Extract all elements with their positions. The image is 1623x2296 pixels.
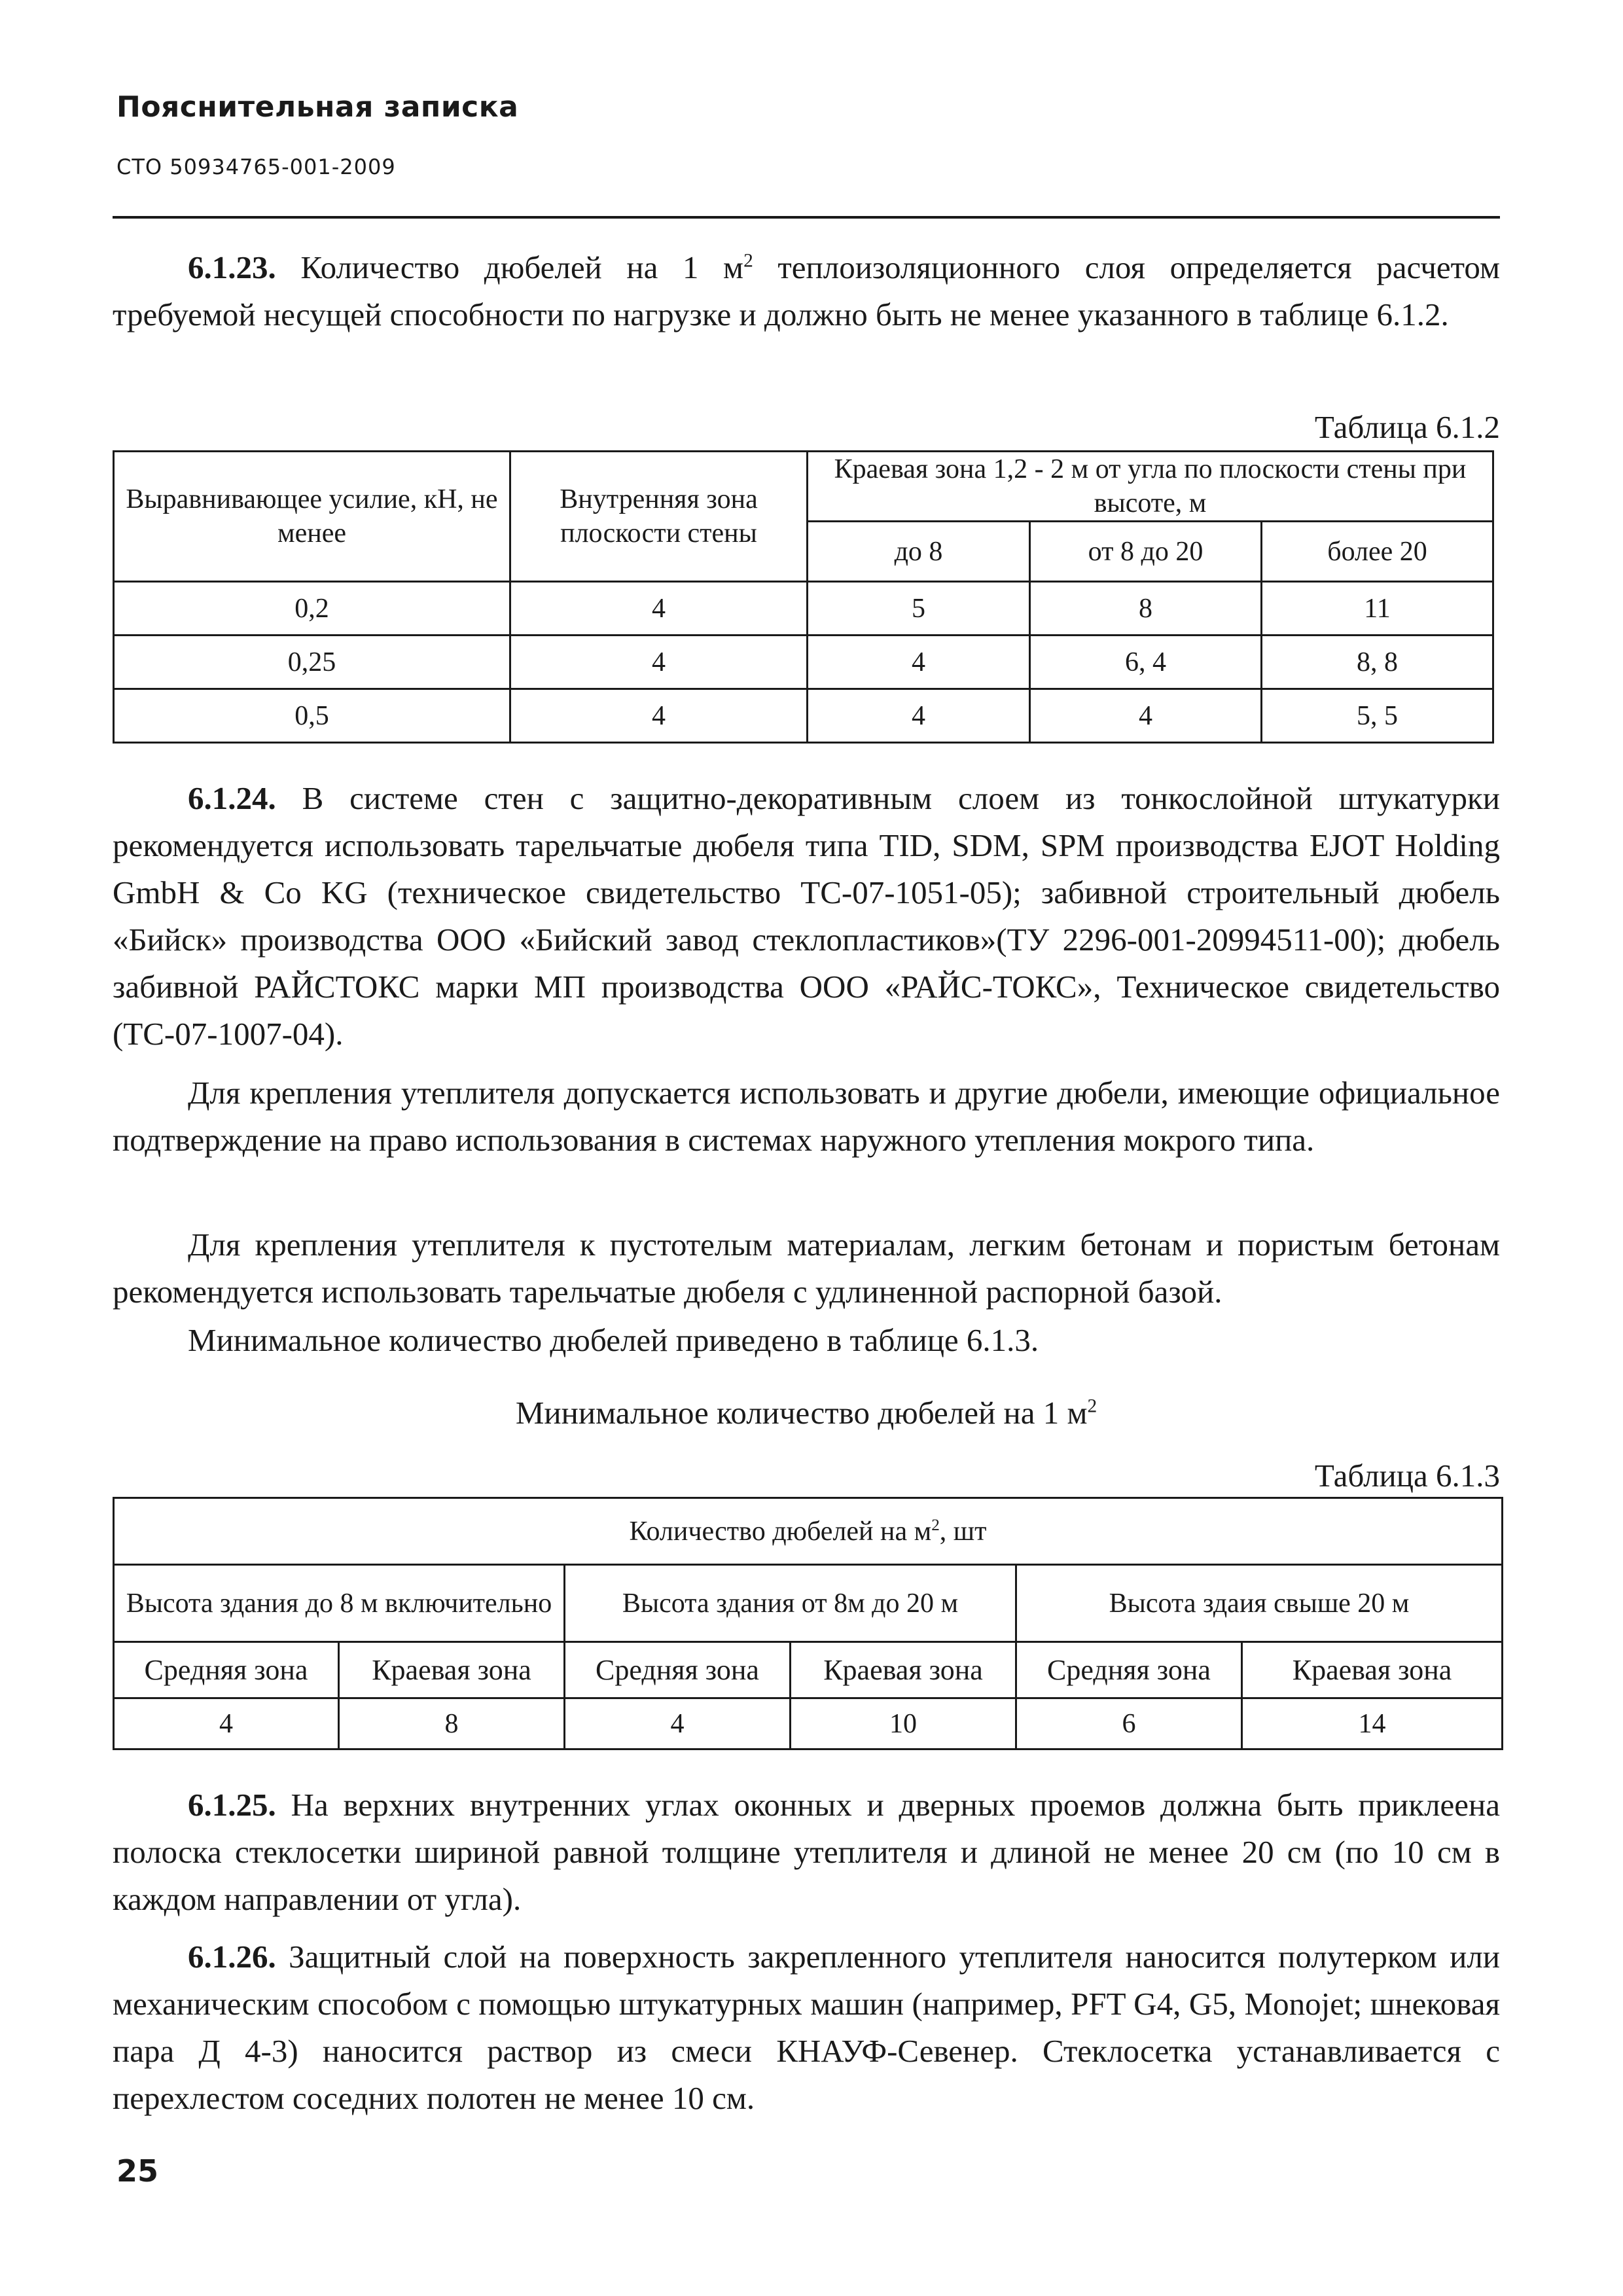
header-text: Количество дюбелей на м bbox=[629, 1516, 932, 1547]
clause-number: 6.1.25. bbox=[188, 1787, 276, 1823]
table-cell: 4 bbox=[565, 1698, 791, 1749]
header-cell: Краевая зона bbox=[339, 1642, 565, 1698]
table-cell: 0,25 bbox=[114, 636, 510, 689]
table-group-header-row bbox=[114, 1565, 1503, 1642]
table-subheader-row bbox=[114, 1642, 1503, 1698]
superscript: 2 bbox=[743, 250, 753, 272]
header-cell: более 20 bbox=[1262, 522, 1493, 582]
table-cell: 4 bbox=[510, 636, 808, 689]
header-cell: Высота здания от 8м до 20 м bbox=[565, 1565, 1016, 1642]
header-cell: от 8 до 20 bbox=[1030, 522, 1262, 582]
clause-number: 6.1.26. bbox=[188, 1939, 276, 1975]
clause-text: В системе стен с защитно-декоративным слоем из тонкослойной штукатурки рекомендуется использовать тарельчатые дюбеля типа TID, SDM, SPM производства EJOT Holding GmbH & Co KG (техническое свидетельство ТС-07-1051-05); забивной строительный дюбель «Бийск» производства ООО «Бийский завод стеклопластиков»(ТУ 2296-001-20994511-00); дюбель забивной РАЙСТОКС марки МП производства ООО «РАЙС-ТОКС», Техническое свидетельство (ТС-07-1007-04). bbox=[113, 780, 1500, 1052]
table-row bbox=[114, 636, 1493, 689]
table-cell: 4 bbox=[1030, 689, 1262, 743]
table-row bbox=[114, 1698, 1503, 1749]
clause-text: На верхних внутренних углах оконных и дверных проемов должна быть приклеена полоска стеклосетки шириной равной толщине утеплителя и длиной не менее 20 см (по 10 см в каждом направлении от угла). bbox=[113, 1787, 1500, 1917]
header-cell: Выравнивающее усилие, кН, не менее bbox=[114, 452, 510, 582]
table-6-1-2 bbox=[113, 450, 1494, 744]
header-cell: до 8 bbox=[808, 522, 1030, 582]
table-cell: 5 bbox=[808, 582, 1030, 636]
table-cell: 8, 8 bbox=[1262, 636, 1493, 689]
table-6-1-3-caption bbox=[113, 1394, 1500, 1431]
paragraph-6-1-23 bbox=[113, 244, 1500, 338]
table-cell: 4 bbox=[510, 582, 808, 636]
paragraph-6-1-26 bbox=[113, 1933, 1500, 2122]
table-6-1-3 bbox=[113, 1497, 1503, 1750]
clause-number: 6.1.23. bbox=[188, 249, 276, 285]
table-cell: 0,5 bbox=[114, 689, 510, 743]
table-cell: 4 bbox=[510, 689, 808, 743]
header-cell: Средняя зона bbox=[114, 1642, 339, 1698]
header-cell: Внутренняя зона плоскости стены bbox=[510, 452, 808, 582]
table-cell: 6, 4 bbox=[1030, 636, 1262, 689]
header-cell: Краевая зона bbox=[791, 1642, 1016, 1698]
table-6-1-2-label: Таблица 6.1.2 bbox=[1314, 409, 1500, 445]
table-6-1-3-label: Таблица 6.1.3 bbox=[1314, 1458, 1500, 1494]
superscript: 2 bbox=[931, 1516, 940, 1534]
clause-number: 6.1.24. bbox=[188, 780, 276, 816]
clause-text-part: Количество дюбелей на 1 м bbox=[276, 249, 744, 285]
table-cell: 6 bbox=[1016, 1698, 1242, 1749]
table-cell: 11 bbox=[1262, 582, 1493, 636]
paragraph-min-quantity: Минимальное количество дюбелей приведено в таблице 6.1.3. bbox=[188, 1322, 1039, 1358]
table-header-row bbox=[114, 452, 1493, 522]
header-divider bbox=[113, 216, 1500, 219]
table-cell: 8 bbox=[1030, 582, 1262, 636]
table-row bbox=[114, 582, 1493, 636]
table-cell: 10 bbox=[791, 1698, 1016, 1749]
header-cell: Высота здаия свыше 20 м bbox=[1016, 1565, 1503, 1642]
superscript: 2 bbox=[1087, 1395, 1097, 1417]
header-cell: Краевая зона bbox=[1242, 1642, 1503, 1698]
clause-text-part: теплоизоляционного слоя определяется расчетом требуемой несущей способности по нагрузке и должно быть не менее указанного в таблице 6.1.2. bbox=[113, 249, 1500, 332]
table-cell: 4 bbox=[114, 1698, 339, 1749]
header-title: Пояснительная записка bbox=[116, 90, 519, 124]
header-cell bbox=[114, 1498, 1503, 1565]
paragraph-other-dowels: Для крепления утеплителя допускается использовать и другие дюбели, имеющие официальное подтверждение на право использования в системах наружного утепления мокрого типа. bbox=[113, 1075, 1500, 1158]
table-cell: 14 bbox=[1242, 1698, 1503, 1749]
table-cell: 4 bbox=[808, 689, 1030, 743]
paragraph-6-1-24 bbox=[113, 775, 1500, 1058]
header-text: , шт bbox=[939, 1516, 987, 1547]
table-row bbox=[114, 689, 1493, 743]
caption-text: Минимальное количество дюбелей на 1 м bbox=[515, 1395, 1088, 1431]
header-cell: Средняя зона bbox=[565, 1642, 791, 1698]
clause-text: Защитный слой на поверхность закрепленного утеплителя наносится полутерком или механическим способом с помощью штукатурных машин (например, PFT G4, G5, Monojet; шнековая пара Д 4-3) наносится раствор из смеси КНАУФ-Севенер. Стеклосетка устанавливается с перехлестом соседних полотен не менее 10 см. bbox=[113, 1939, 1500, 2116]
paragraph-6-1-25 bbox=[113, 1782, 1500, 1923]
table-cell: 8 bbox=[339, 1698, 565, 1749]
page-number: 25 bbox=[116, 2153, 159, 2189]
header-cell: Средняя зона bbox=[1016, 1642, 1242, 1698]
header-cell: Высота здания до 8 м включительно bbox=[114, 1565, 565, 1642]
header-cell: Краевая зона 1,2 - 2 м от угла по плоскости стены при высоте, м bbox=[808, 452, 1493, 522]
header-document-code: СТО 50934765-001-2009 bbox=[116, 154, 396, 179]
paragraph-hollow-materials: Для крепления утеплителя к пустотелым материалам, легким бетонам и пористым бетонам рекомендуется использовать тарельчатые дюбеля с удлиненной распорной базой. bbox=[113, 1227, 1500, 1310]
table-cell: 5, 5 bbox=[1262, 689, 1493, 743]
table-cell: 4 bbox=[808, 636, 1030, 689]
table-header-row bbox=[114, 1498, 1503, 1565]
table-cell: 0,2 bbox=[114, 582, 510, 636]
